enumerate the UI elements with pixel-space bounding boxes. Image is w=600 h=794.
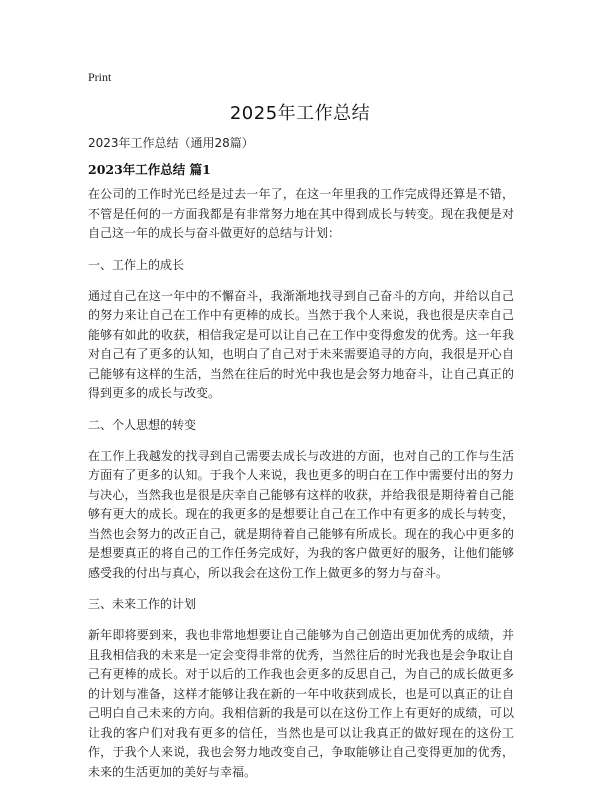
- print-label: Print: [88, 70, 112, 84]
- subsection-heading-mindset: 二、个人思想的转变: [88, 417, 197, 432]
- subsection-body-future-plan: 新年即将要到来，我也非常地想要让自己能够为自己创造出更加优秀的成绩，并且我相信我的未来是一定会变得非常的优秀，当然往后的时光我也是会争取让自己有更棒的成长。对于以后的工作我也会更多的反思自己，为自己的成长做更多的计划与准备，这样才能够让我在新的一年中收获到成长，也是可以真正的让自己明白自己未来的方向。我相信新的我是可以在这份工作上有更好的成绩，可以让我的客户们对我有更多的信任，当然也是可以让我真正的做好现在的这份工作，于我个人来说，我也会努力地改变自己，争取能够让自己变得更加的优秀，未来的生活更加的美好与幸福。: [88, 628, 514, 779]
- document-body: [88, 185, 514, 794]
- page-title: 2025年工作总结: [229, 103, 371, 124]
- subsection-heading-work-growth: 一、工作上的成长: [88, 257, 185, 272]
- section-heading: 2023年工作总结 篇1: [88, 162, 211, 177]
- subsection-body-work-growth: 通过自己在这一年中的不懈奋斗，我渐渐地找寻到自己奋斗的方向，并给以自己的努力来让自己在工作中有更棒的成长。当然于我个人来说，我也很是庆幸自己能够有如此的收获，相信我定是可以让自己在工作中变得愈发的优秀。这一年我对自己有了更多的认知，也明白了自己对于未来需要追寻的方向，我很是开心自己能够有这样的生活，当然在往后的时光中我也是会努力地奋斗，让自己真正的得到更多的成长与改变。: [88, 288, 514, 400]
- document-subtitle: 2023年工作总结（通用28篇）: [88, 136, 254, 150]
- subsection-heading-future-plan: 三、未来工作的计划: [88, 597, 197, 611]
- intro-paragraph: 在公司的工作时光已经是过去一年了，在这一年里我的工作完成得还算是不错，不管是任何的一方面我都是有非常努力地在其中得到成长与转变。现在我便是对自己这一年的成长与奋斗做更好的总结与计划：: [88, 187, 514, 240]
- subsection-body-mindset: 在工作上我越发的找寻到自己需要去成长与改进的方面，也对自己的工作与生活方面有了更多的认知。于我个人来说，我也更多的明白在工作中需要付出的努力与决心，当然我也是很是庆幸自己能够有这样的收获，并给我很是期待着自己能够有更大的成长。现在的我更多的是想要让自己在工作中有更多的成长与转变，当然也会努力的改正自己，就是期待着自己能够有所成长。现在的我心中更多的是想要真正的将自己的工作任务完成好，为我的客户做更好的服务，让他们能够感受我的付出与真心，所以我会在这份工作上做更多的努力与奋斗。: [88, 448, 514, 580]
